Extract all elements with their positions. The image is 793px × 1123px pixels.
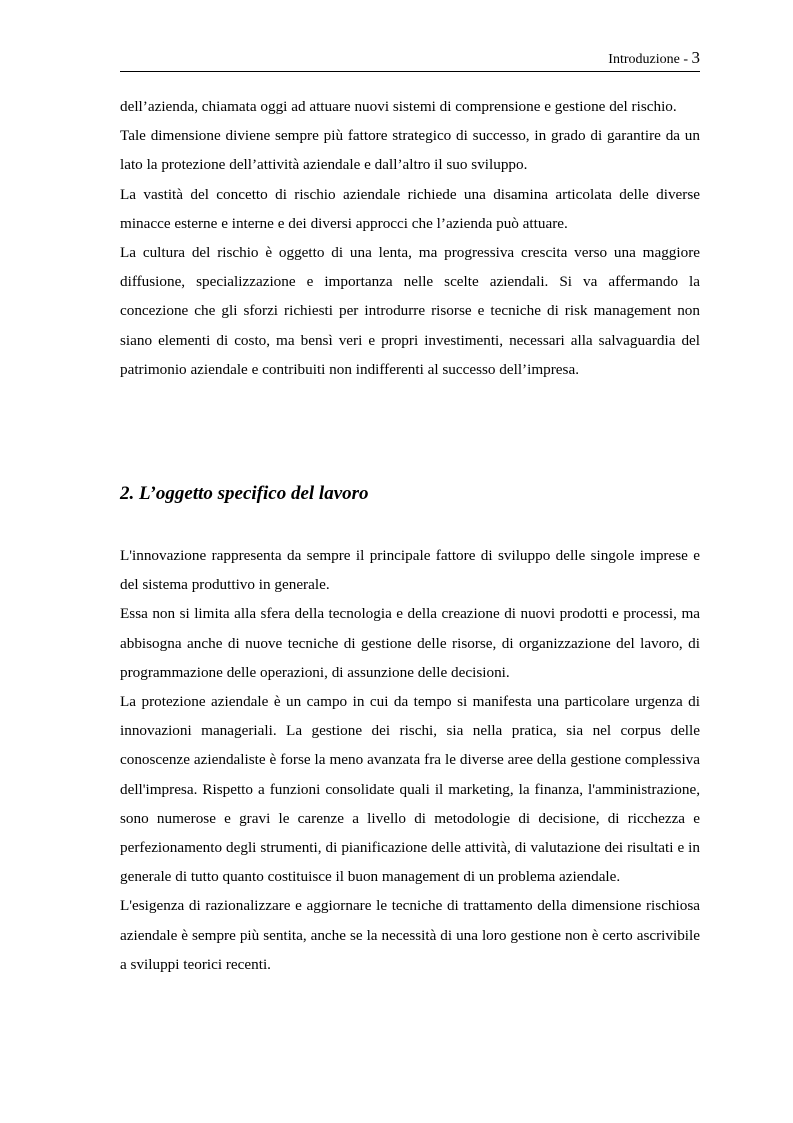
paragraph: Tale dimensione diviene sempre più fattore strategico di successo, in grado di garantire da un lato la protezione dell’attività aziendale e dall’altro il suo sviluppo. (120, 127, 700, 174)
header-section-label: Introduzione - (608, 52, 692, 67)
paragraph: L'esigenza di razionalizzare e aggiornare le tecniche di trattamento della dimensione rischiosa aziendale è sempre più sentita, anche se la necessità di una loro gestione non è certo ascrivibile a sviluppi teorici recenti. (120, 897, 700, 973)
paragraph: La vastità del concetto di rischio aziendale richiede una disamina articolata delle diverse minacce esterne e interne e dei diversi approcci che l’azienda può attuare. (120, 185, 700, 232)
header-rule (120, 71, 700, 72)
section-text-block (120, 541, 700, 979)
page-number: 3 (691, 48, 700, 67)
intro-text-block (120, 92, 700, 384)
section-heading: 2. L’oggetto specifico del lavoro (120, 483, 369, 504)
running-header (120, 48, 700, 70)
paragraph: La protezione aziendale è un campo in cui da tempo si manifesta una particolare urgenza di innovazioni manageriali. La gestione dei rischi, sia nella pratica, sia nel corpus delle conoscenze aziendaliste è forse la meno avanzata fra le diverse aree della gestione complessiva dell'impresa. Rispetto a funzioni consolidate quali il marketing, la finanza, l'amministrazione, sono numerose e gravi le carenze a livello di metodologie di decisione, di ricchezza e perfezionamento degli strumenti, di pianificazione delle attività, di valutazione dei risultati e in generale di tutto quanto costituisce il buon management di un problema aziendale. (120, 693, 700, 886)
paragraph: Essa non si limita alla sfera della tecnologia e della creazione di nuovi prodotti e processi, ma abbisogna anche di nuove tecniche di gestione delle risorse, di organizzazione del lavoro, di programmazione delle operazioni, di assunzione delle decisioni. (120, 605, 700, 681)
paragraph: dell’azienda, chiamata oggi ad attuare nuovi sistemi di comprensione e gestione del rischio. (120, 98, 677, 115)
paragraph: La cultura del rischio è oggetto di una lenta, ma progressiva crescita verso una maggiore diffusione, specializzazione e importanza nelle scelte aziendali. Si va affermando la concezione che gli sforzi richiesti per introdurre risorse e tecniche di risk management non siano elementi di costo, ma bensì veri e propri investimenti, necessari alla salvaguardia del patrimonio aziendale e contribuiti non indifferenti al successo dell’impresa. (120, 244, 700, 378)
paragraph: L'innovazione rappresenta da sempre il principale fattore di sviluppo delle singole imprese e del sistema produttivo in generale. (120, 547, 700, 594)
